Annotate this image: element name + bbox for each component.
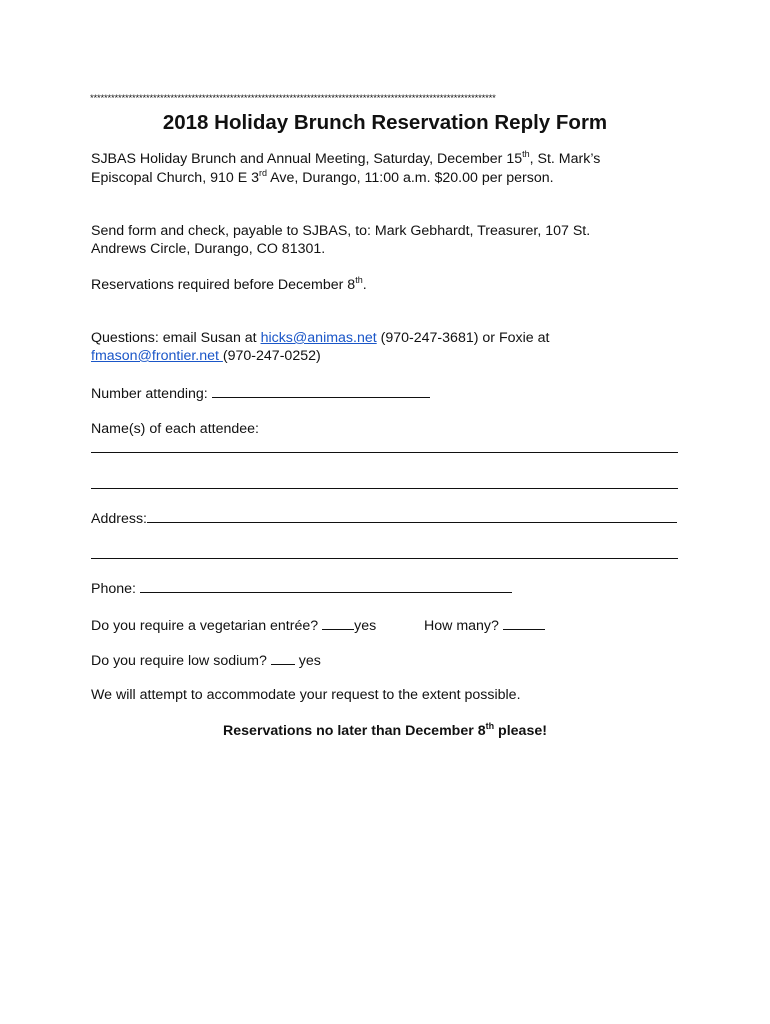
separator-line: ********************************************************************************************************************: [90, 93, 496, 104]
low-sodium-field: Do you require low sodium? yes: [91, 653, 321, 669]
email-link-foxie[interactable]: fmason@frontier.net: [91, 348, 223, 364]
address-blank[interactable]: [147, 509, 677, 523]
closing-note: Reservations no later than December 8th please!: [223, 721, 547, 739]
accommodate-note: We will attempt to accommodate your request to the extent possible.: [91, 687, 521, 703]
form-title: 2018 Holiday Brunch Reservation Reply Form: [162, 111, 608, 134]
questions-line-2: fmason@frontier.net (970-247-0252): [91, 348, 321, 364]
intro-line-1: SJBAS Holiday Brunch and Annual Meeting, Saturday, December 15th, St. Mark’s: [91, 149, 601, 167]
names-blank-2[interactable]: [91, 488, 678, 489]
vegetarian-field: Do you require a vegetarian entrée? yes: [91, 618, 377, 634]
reservations-required: Reservations required before December 8th.: [91, 275, 367, 293]
questions-line-1: Questions: email Susan at hicks@animas.net (970-247-3681) or Foxie at: [91, 330, 550, 346]
vegetarian-blank[interactable]: [322, 616, 354, 630]
number-attending-blank[interactable]: [212, 384, 430, 398]
phone-blank[interactable]: [140, 579, 512, 593]
number-attending-field: Number attending:: [91, 384, 691, 404]
send-line-1: Send form and check, payable to SJBAS, to: Mark Gebhardt, Treasurer, 107 St.: [91, 223, 591, 239]
email-link-susan[interactable]: hicks@animas.net: [260, 330, 377, 346]
how-many-blank[interactable]: [503, 616, 545, 630]
low-sodium-blank[interactable]: [271, 651, 295, 665]
send-line-2: Andrews Circle, Durango, CO 81301.: [91, 241, 326, 257]
address-field: Address:: [91, 509, 691, 529]
intro-line-2: Episcopal Church, 910 E 3rd Ave, Durango, 11:00 a.m. $20.00 per person.: [91, 168, 554, 186]
address-blank-2[interactable]: [91, 558, 678, 559]
phone-field: Phone:: [91, 579, 691, 599]
names-blank-1[interactable]: [91, 452, 678, 453]
names-label: Name(s) of each attendee:: [91, 421, 259, 437]
how-many-field: How many?: [424, 616, 624, 636]
